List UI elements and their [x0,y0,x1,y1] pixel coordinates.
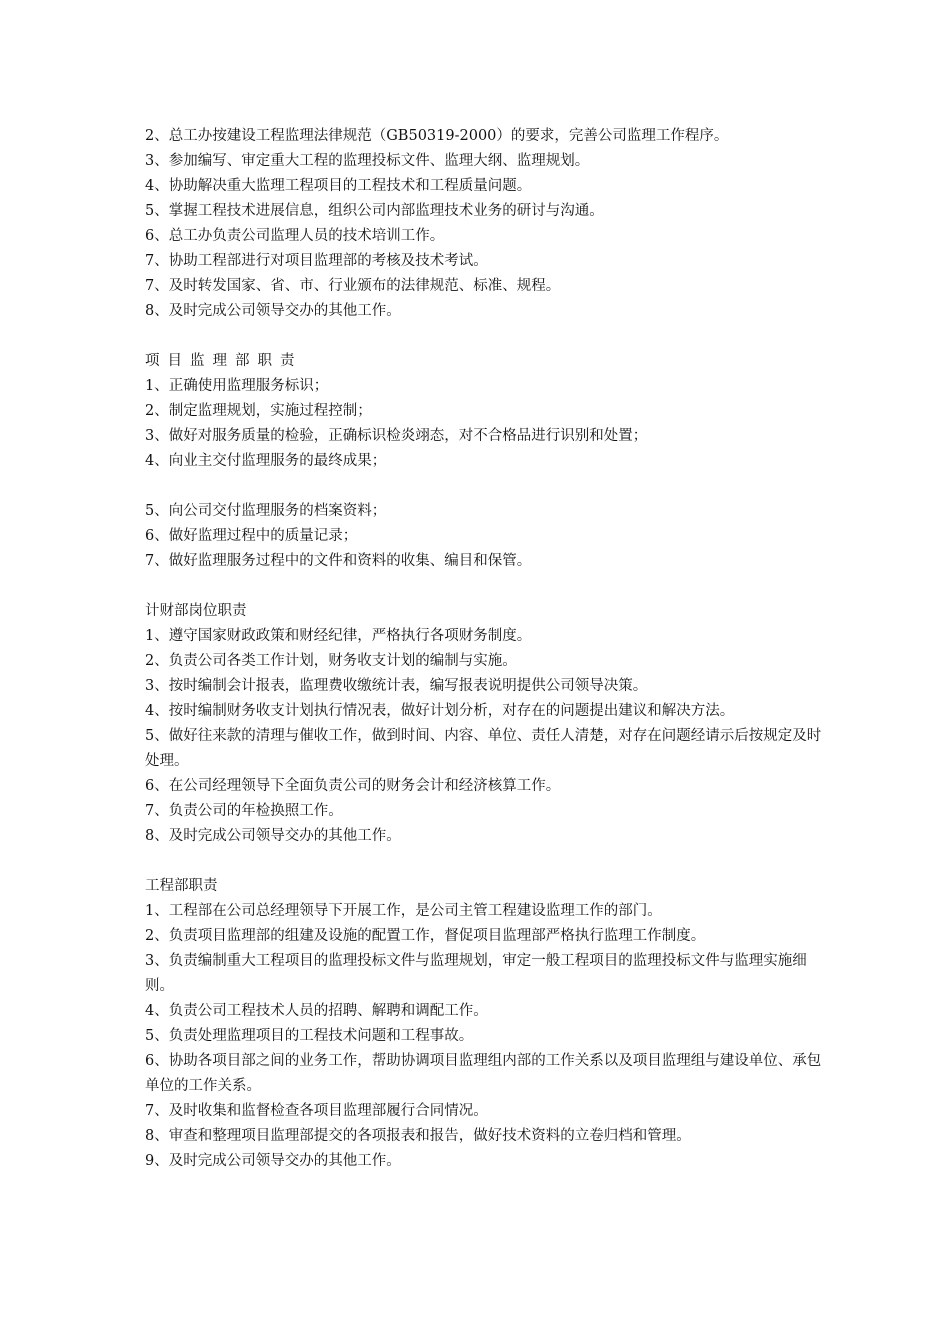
list-item: 4、协助解决重大监理工程项目的工程技术和工程质量问题。 [145,178,532,194]
list-item: 1、正确使用监理服务标识； [145,378,329,394]
spacer [145,474,825,499]
list-item: 7、负责公司的年检换照工作。 [145,803,343,819]
list-item: 5、掌握工程技术进展信息，组织公司内部监理技术业务的研讨与沟通。 [145,203,604,219]
list-item: 2、总工办按建设工程监理法律规范（GB50319-2000）的要求，完善公司监理工作程序。 [145,128,729,144]
list-item: 2、负责公司各类工作计划，财务收支计划的编制与实施。 [145,653,517,669]
list-item: 5、向公司交付监理服务的档案资料； [145,503,387,519]
list-item: 8、及时完成公司领导交办的其他工作。 [145,303,401,319]
section-heading-engineering: 工程部职责 [145,878,218,894]
list-item: 6、做好监理过程中的质量记录； [145,528,358,544]
list-item: 4、按时编制财务收支计划执行情况表，做好计划分析，对存在的问题提出建议和解决方法。 [145,703,735,719]
list-item: 3、负责编制重大工程项目的监理投标文件与监理规划，审定一般工程项目的监理投标文件与监理实施细则。 [145,953,807,994]
list-item: 4、向业主交付监理服务的最终成果； [145,453,387,469]
list-item: 2、制定监理规划，实施过程控制； [145,403,372,419]
list-item: 5、负责处理监理项目的工程技术问题和工程事故。 [145,1028,474,1044]
list-item: 7、及时转发国家、省、市、行业颁布的法律规范、标准、规程。 [145,278,561,294]
intro-list [145,124,825,324]
spacer [145,574,825,599]
project-list-a [145,374,825,474]
list-item: 6、协助各项目部之间的业务工作，帮助协调项目监理组内部的工作关系以及项目监理组与建设单位、承包单位的工作关系。 [145,1053,822,1094]
list-item: 7、做好监理服务过程中的文件和资料的收集、编目和保管。 [145,553,532,569]
list-item: 7、及时收集和监督检查各项目监理部履行合同情况。 [145,1103,488,1119]
engineering-list [145,899,825,1174]
list-item: 3、按时编制会计报表，监理费收缴统计表，编写报表说明提供公司领导决策。 [145,678,648,694]
list-item: 1、工程部在公司总经理领导下开展工作，是公司主管工程建设监理工作的部门。 [145,903,662,919]
list-item: 3、参加编写、审定重大工程的监理投标文件、监理大纲、监理规划。 [145,153,590,169]
finance-list [145,624,825,849]
list-item: 6、总工办负责公司监理人员的技术培训工作。 [145,228,445,244]
document-body [145,124,825,1174]
list-item: 4、负责公司工程技术人员的招聘、解聘和调配工作。 [145,1003,488,1019]
list-item: 9、及时完成公司领导交办的其他工作。 [145,1153,401,1169]
section-heading-finance: 计财部岗位职责 [145,603,247,619]
list-item: 8、及时完成公司领导交办的其他工作。 [145,828,401,844]
list-item: 3、做好对服务质量的检验，正确标识检炎翊态，对不合格品进行识别和处置； [145,428,648,444]
spacer [145,324,825,349]
spacer [145,849,825,874]
list-item: 6、在公司经理领导下全面负责公司的财务会计和经济核算工作。 [145,778,561,794]
list-item: 1、遵守国家财政政策和财经纪律，严格执行各项财务制度。 [145,628,532,644]
list-item: 5、做好往来款的清理与催收工作，做到时间、内容、单位、责任人清楚，对存在问题经请示后按规定及时处理。 [145,728,822,769]
list-item: 7、协助工程部进行对项目监理部的考核及技术考试。 [145,253,488,269]
section-heading-project: 项目监理部职责 [145,353,303,369]
project-list-b [145,499,825,574]
list-item: 8、审查和整理项目监理部提交的各项报表和报告，做好技术资料的立卷归档和管理。 [145,1128,691,1144]
list-item: 2、负责项目监理部的组建及设施的配置工作，督促项目监理部严格执行监理工作制度。 [145,928,706,944]
